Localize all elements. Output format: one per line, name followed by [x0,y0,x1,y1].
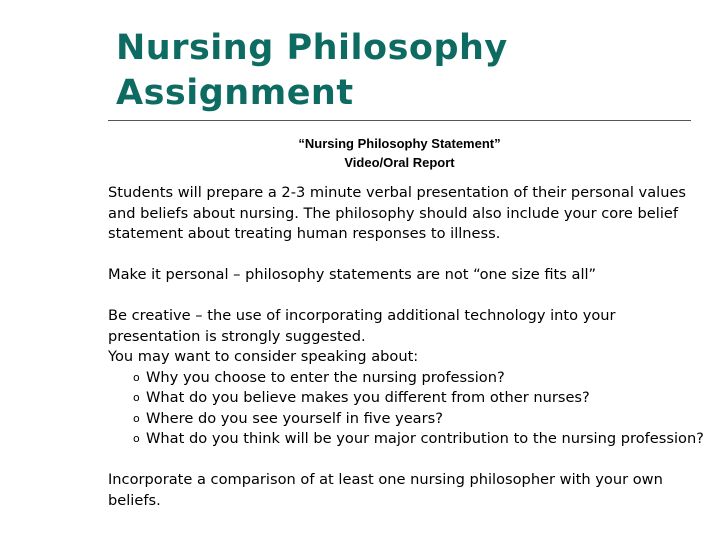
bullet-circle-icon: o [133,370,140,384]
paragraph-intro: Students will prepare a 2-3 minute verbal presentation of their personal values and beliefs about nursing. The philosophy should also include your core belief statement about treating human responses to illness. [108,184,687,242]
bullet-circle-icon: o [133,432,140,445]
list-item-text: Why you choose to enter the nursing profession? [146,368,505,386]
paragraph-consider: You may want to consider speaking about: [108,348,419,365]
list-item [108,409,708,430]
bullet-circle-icon: o [133,411,140,425]
spacer [108,245,708,266]
paragraph-creative: Be creative – the use of incorporating additional technology into your presentation is strongly suggested. [108,307,616,345]
subtitle-line-2: Video/Oral Report [344,155,455,170]
slide-title [116,26,696,116]
list-item-text: Where do you see yourself in five years? [146,409,443,427]
list-item [108,368,708,389]
slide-subtitle [108,134,691,172]
title-line-2: Assignment [116,73,354,113]
topic-list [108,368,708,450]
list-item [108,429,708,450]
paragraph-personal: Make it personal – philosophy statements are not “one size fits all” [108,266,597,283]
list-item [108,388,708,409]
spacer [108,286,708,307]
list-item-text: What do you think will be your major contribution to the nursing profession? [146,430,704,447]
bullet-circle-icon: o [133,391,140,404]
list-item-text: What do you believe makes you different from other nurses? [146,389,590,406]
spacer [108,450,708,471]
title-line-1: Nursing Philosophy [116,28,508,68]
title-divider [108,120,691,121]
paragraph-compare: Incorporate a comparison of at least one nursing philosopher with your own beliefs. [108,471,663,509]
slide-body [108,183,708,511]
subtitle-line-1: “Nursing Philosophy Statement” [298,136,501,151]
